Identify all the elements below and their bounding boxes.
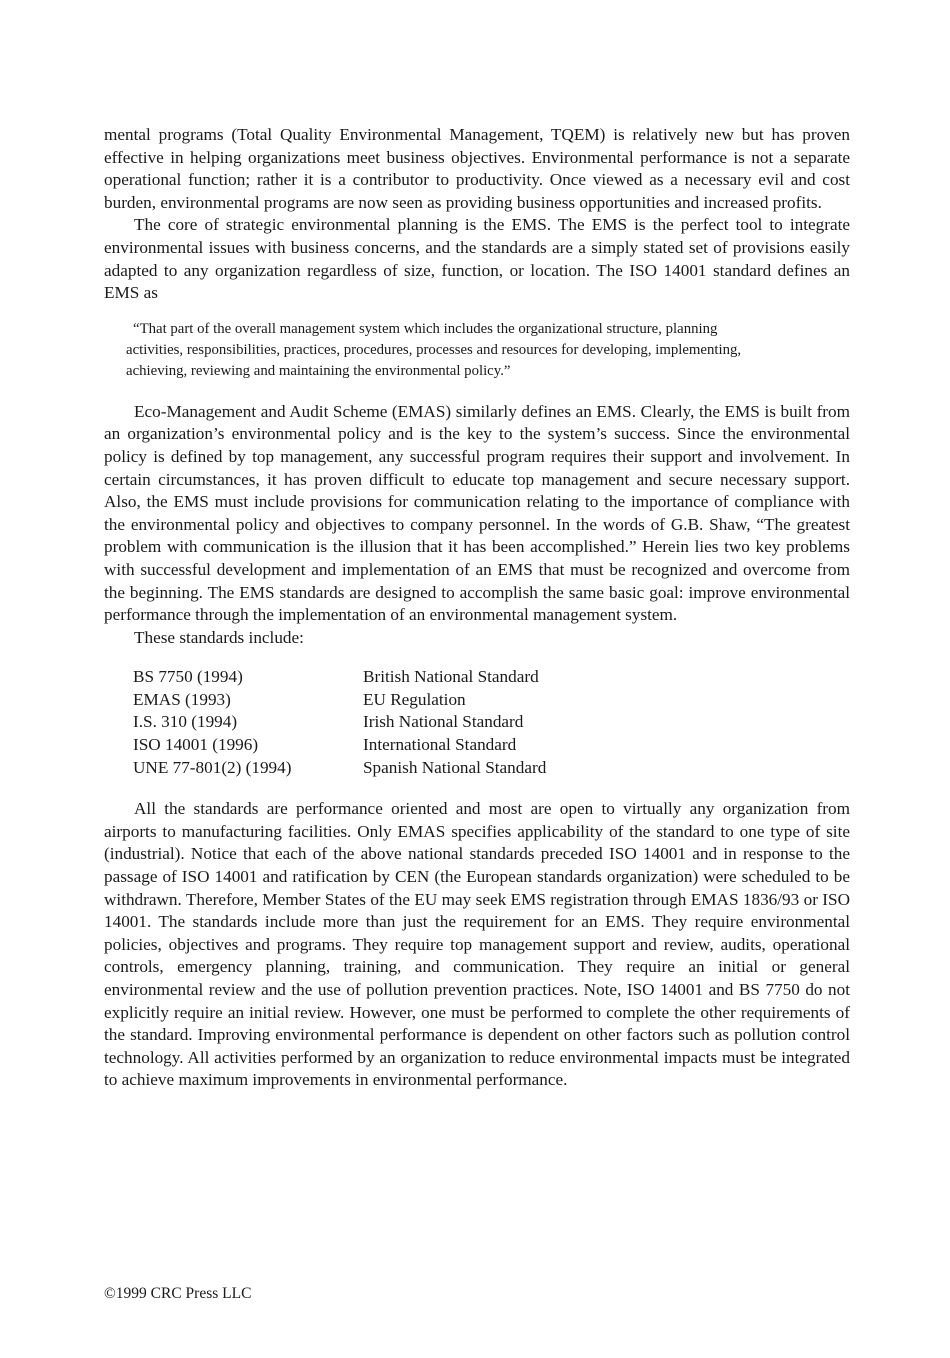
standard-description: Irish National Standard <box>363 712 524 732</box>
standard-description: International Standard <box>363 735 517 755</box>
iso-14001-ems-definition-quote <box>126 319 842 382</box>
standards-row <box>133 689 546 712</box>
copyright-footer: ©1999 CRC Press LLC <box>104 1285 252 1302</box>
standard-description: EU Regulation <box>363 689 466 709</box>
standard-code: EMAS (1993) <box>133 689 231 709</box>
standards-row <box>133 711 546 734</box>
paragraph-emas-definition: Eco-Management and Audit Scheme (EMAS) similarly defines an EMS. Clearly, the EMS is built from an organization’s environmental policy and is the key to the system’s success. Since the environmental policy is defined by top management, any successful program requires their support and involvement. In certain circumstances, it has proven difficult to educate top management and secure necessary support. Also, the EMS must include provisions for communication relating to the importance of compliance with the environmental policy and objectives to company personnel. In the words of G.B. Shaw, “The greatest problem with communication is the illusion that it has been accomplished.” Herein lies two key problems with successful development and implementation of an EMS that must be recognized and overcome from the beginning. The EMS standards are designed to accomplish the same basic goal: improve environmental performance through the implementation of an environmental management system. <box>104 401 850 625</box>
standards-row <box>133 757 546 780</box>
paragraph-standards-requirements: All the standards are performance oriented and most are open to virtually any organization from airports to manufacturing facilities. Only EMAS specifies applicability of the standard to one type of site (industrial). Notice that each of the above national standards preceded ISO 14001 and in response to the passage of ISO 14001 and ratification by CEN (the European standards organization) were scheduled to be withdrawn. Therefore, Member States of the EU may seek EMS registration through EMAS 1836/93 or ISO 14001. The standards include more than just the requirement for an EMS. They require environmental policies, objectives and programs. They require top management support and review, audits, operational controls, emergency planning, training, and communication. They require an initial or general environmental review and the use of pollution prevention practices. Note, ISO 14001 and BS 7750 do not explicitly require an initial review. However, one must be performed to complete the other requirements of the standard. Improving environmental performance is dependent on other factors such as pollution control technology. All activities performed by an organization to reduce environmental impacts must be integrated to achieve maximum improvements in environmental performance. <box>104 799 850 1090</box>
standard-code: ISO 14001 (1996) <box>133 735 259 755</box>
paragraph-ems-core: The core of strategic environmental planning is the EMS. The EMS is the perfect tool to integrate environmental issues with business concerns, and the standards are a simply stated set of provisions easily adapted to any organization regardless of size, function, or location. The ISO 14001 standard defines an EMS as <box>104 215 850 303</box>
paragraph-tqem-intro: mental programs (Total Quality Environmental Management, TQEM) is relatively new but has proven effective in helping organizations meet business objectives. Environmental performance is not a separate operational function; rather it is a contributor to productivity. Once viewed as a necessary evil and cost burden, environmental programs are now seen as providing business opportunities and increased profits. <box>104 125 850 212</box>
standard-code: I.S. 310 (1994) <box>133 712 238 732</box>
standards-row <box>133 734 546 757</box>
standard-code: UNE 77-801(2) (1994) <box>133 757 292 777</box>
quote-line: achieving, reviewing and maintaining the environmental policy.” <box>126 362 511 379</box>
standard-code: BS 7750 (1994) <box>133 667 243 687</box>
standards-list <box>133 666 546 779</box>
standards-row <box>133 666 546 689</box>
quote-line: activities, responsibilities, practices, procedures, processes and resources for developing, implementing, <box>126 341 742 358</box>
standard-description: Spanish National Standard <box>363 757 547 777</box>
quote-line: “That part of the overall management system which includes the organizational structure, planning <box>133 320 718 337</box>
paragraph-standards-intro: These standards include: <box>134 627 304 647</box>
page-content <box>104 124 850 1092</box>
standard-description: British National Standard <box>363 667 539 687</box>
